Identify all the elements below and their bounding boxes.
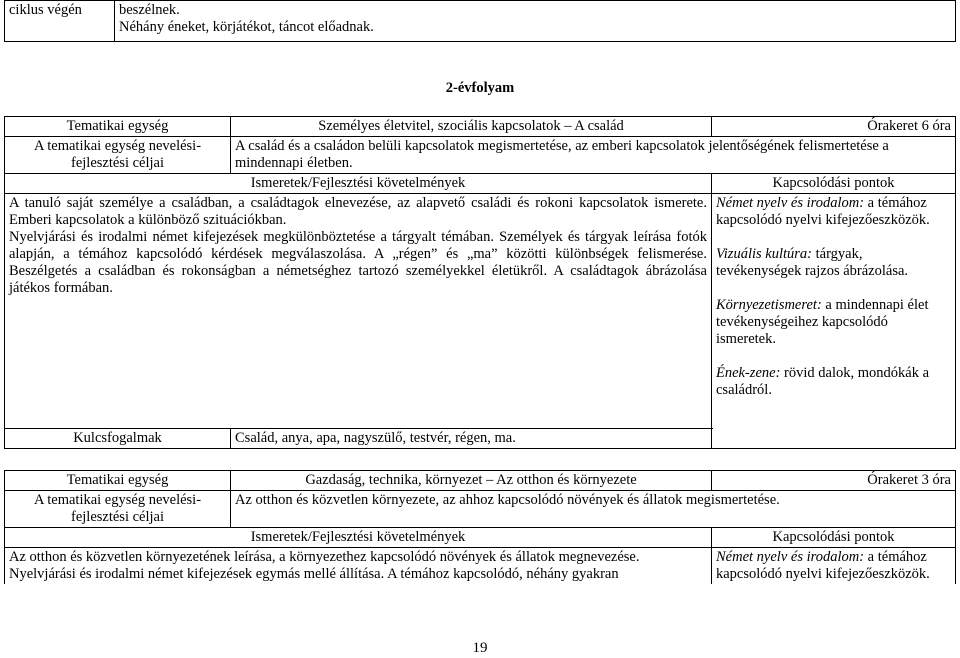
page-number: 19 — [472, 640, 488, 656]
section1-req-paragraph-1: A tanuló saját személye a családban, a családtagok elnevezése, az alapvető családi és rokoni kapcsolatok ismerete. Emberi kapcsolatok a különböző szituációkban. — [9, 195, 707, 228]
key-concepts-label: Kulcsfogalmak — [73, 430, 162, 446]
section1-goals-text: A család és a családon belüli kapcsolatok megismertetése, az emberi kapcsolatok jelentőségének felismertetése a mindennapi életben. — [231, 137, 956, 174]
section2-table — [4, 470, 956, 584]
connection-text: a mindennapi élet tevékenységeihez kapcsolódó ismeretek. — [716, 297, 929, 347]
key-concepts-text: Család, anya, apa, nagyszülő, testvér, régen, ma. — [235, 430, 516, 446]
section2-topic-title: Gazdaság, technika, környezet – Az otthon és környezete — [231, 471, 712, 491]
section1-requirements — [5, 194, 712, 429]
connection-subject: Német nyelv és irodalom: — [716, 195, 865, 211]
section2-requirements — [5, 548, 712, 585]
section1-conn-header: Kapcsolódási pontok — [712, 174, 956, 194]
connection-text: tárgyak, tevékenységek rajzos ábrázolása. — [716, 246, 909, 279]
section1-goals-label: A tematikai egység nevelési-fejlesztési céljai — [5, 137, 231, 174]
section2-hours: Órakeret 3 óra — [712, 471, 956, 491]
top-table-text-1: beszélnek. — [119, 2, 180, 18]
section1-hours: Órakeret 6 óra — [712, 117, 956, 137]
connection-text: rövid dalok, mondókák a családról. — [716, 365, 930, 398]
section2-req-paragraph-1: Az otthon és közvetlen környezetének leírása, a környezethez kapcsolódó növények és állatok megnevezése. — [9, 549, 640, 565]
connection-text: a témához kapcsolódó nyelvi kifejezőeszközök. — [716, 549, 930, 582]
connection-subject: Vizuális kultúra: — [716, 246, 812, 262]
section2-req-paragraph-2: Nyelvjárási és irodalmi német kifejezések egymás mellé állítása. A témához kapcsolódó, néhány gyakran — [9, 566, 619, 582]
connection-item — [716, 246, 951, 280]
top-table-left-cell — [5, 1, 115, 42]
connection-text: a témához kapcsolódó nyelvi kifejezőeszközök. — [716, 195, 930, 228]
connection-subject: Német nyelv és irodalom: — [716, 549, 865, 565]
section1-key-text — [231, 429, 712, 449]
section2-topic-label: Tematikai egység — [5, 471, 231, 491]
connection-subject: Ének-zene: — [716, 365, 781, 381]
top-table-text-2: Néhány éneket, körjátékot, táncot előadnak. — [119, 19, 374, 35]
connection-subject: Környezetismeret: — [716, 297, 822, 313]
cycle-end-label: ciklus végén — [9, 2, 82, 18]
section2-connections — [712, 548, 956, 585]
connection-item — [716, 195, 951, 229]
section1-req-paragraph-2: Nyelvjárási és irodalmi német kifejezések megkülönböztetése a tárgyalt témában. Személyek és tárgyak leírása fotók alapján, a témához kapcsolódó kérdések megválaszolása. A „régen” és „ma” közötti különbségek felismerése. Beszélgetés a családban és rokonságban a németséghez tartozó személyekkel életükről. A családtagok ábrázolása játékos formában. — [9, 229, 707, 296]
section1-key-label — [5, 429, 231, 449]
section1-table — [4, 116, 956, 449]
section2-req-header: Ismeretek/Fejlesztési követelmények — [5, 528, 712, 548]
connection-item — [716, 297, 951, 348]
section2-goals-label: A tematikai egység nevelési-fejlesztési céljai — [5, 491, 231, 528]
section1-topic-title: Személyes életvitel, szociális kapcsolatok – A család — [231, 117, 712, 137]
section1-req-header: Ismeretek/Fejlesztési követelmények — [5, 174, 712, 194]
top-table — [4, 0, 956, 42]
section1-topic-label: Tematikai egység — [5, 117, 231, 137]
section1-connections — [712, 194, 956, 449]
section2-goals-text: Az otthon és közvetlen környezete, az ahhoz kapcsolódó növények és állatok megismertetése. — [231, 491, 956, 528]
section2-conn-header: Kapcsolódási pontok — [712, 528, 956, 548]
connection-item — [716, 549, 951, 583]
top-table-right-cell — [115, 1, 956, 42]
connection-item — [716, 365, 951, 399]
grade-heading: 2-évfolyam — [445, 80, 515, 96]
